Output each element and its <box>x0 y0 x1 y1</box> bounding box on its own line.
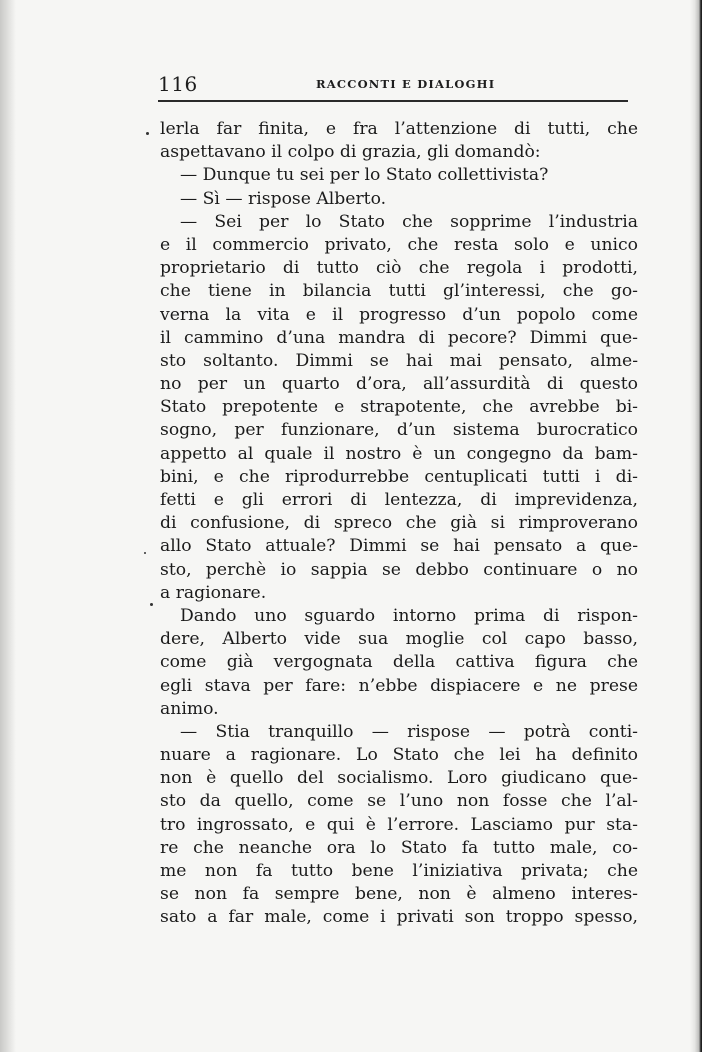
text-line: se non fa sempre bene, non è almeno interes- <box>160 884 638 905</box>
text-line: — Stia tranquillo — rispose — potrà conti- <box>180 721 638 742</box>
text-line: — Dunque tu sei per lo Stato collettivista? <box>180 165 549 186</box>
text-line: re che neanche ora lo Stato fa tutto male, co- <box>160 837 638 858</box>
text-line: bini, e che riprodurrebbe centuplicati tutti i di- <box>160 466 638 487</box>
text-line: animo. <box>160 698 219 719</box>
body-text <box>160 118 638 930</box>
text-line: no per un quarto d’ora, all’assurdità di questo <box>160 374 638 395</box>
running-title: RACCONTI E DIALOGHI <box>316 77 496 91</box>
text-line: sato a far male, come i privati son troppo spesso, <box>160 907 638 928</box>
text-line: non è quello del socialismo. Loro giudicano que- <box>160 768 638 789</box>
text-line: Stato prepotente e strapotente, che avrebbe bi- <box>160 397 638 418</box>
text-line: che tiene in bilancia tutti gl’interessi, che go- <box>160 281 638 302</box>
text-line: sto da quello, come se l’uno non fosse che l’al- <box>160 791 638 812</box>
text-line: tro ingrossato, e qui è l’errore. Lasciamo pur sta- <box>160 814 638 835</box>
text-line: aspettavano il colpo di grazia, gli domandò: <box>160 142 541 163</box>
page-gutter-shadow <box>0 0 16 1052</box>
text-line: me non fa tutto bene l’iniziativa privata; che <box>160 861 638 881</box>
running-header <box>158 72 628 100</box>
text-line: egli stava per fare: n’ebbe dispiacere e ne prese <box>160 675 638 696</box>
text-line: proprietario di tutto ciò che regola i prodotti, <box>160 258 638 279</box>
header-rule <box>158 100 628 102</box>
text-line: lerla far finita, e fra l’attenzione di tutti, che <box>160 119 638 139</box>
text-line: a ragionare. <box>160 582 267 603</box>
text-line: — Sì — rispose Alberto. <box>180 188 387 209</box>
print-speck <box>144 552 146 554</box>
text-line: e il commercio privato, che resta solo e unico <box>160 234 638 255</box>
text-line: fetti e gli errori di lentezza, di imprevidenza, <box>160 490 638 510</box>
print-speck <box>146 132 149 135</box>
text-line: sto soltanto. Dimmi se hai mai pensato, alme- <box>160 350 638 371</box>
text-line: come già vergognata della cattiva figura che <box>160 652 638 673</box>
text-line: appetto al quale il nostro è un congegno da bam- <box>160 443 638 464</box>
text-line: di confusione, di spreco che già si rimproverano <box>160 513 638 534</box>
print-speck <box>150 603 153 606</box>
text-line: verna la vita e il progresso d’un popolo come <box>160 304 638 325</box>
page-edge-binding <box>690 0 702 1052</box>
text-line: il cammino d’una mandra di pecore? Dimmi que- <box>160 327 638 348</box>
text-line: Dando uno sguardo intorno prima di rispon- <box>180 605 638 626</box>
page-number: 116 <box>158 72 198 96</box>
text-line: nuare a ragionare. Lo Stato che lei ha definito <box>160 745 638 766</box>
text-line: — Sei per lo Stato che sopprime l’industria <box>180 211 638 232</box>
text-line: allo Stato attuale? Dimmi se hai pensato a que- <box>160 536 638 557</box>
text-line: dere, Alberto vide sua moglie col capo basso, <box>160 629 638 650</box>
text-line: sto, perchè io sappia se debbo continuare o no <box>160 559 638 580</box>
text-line: sogno, per funzionare, d’un sistema burocratico <box>160 420 638 441</box>
